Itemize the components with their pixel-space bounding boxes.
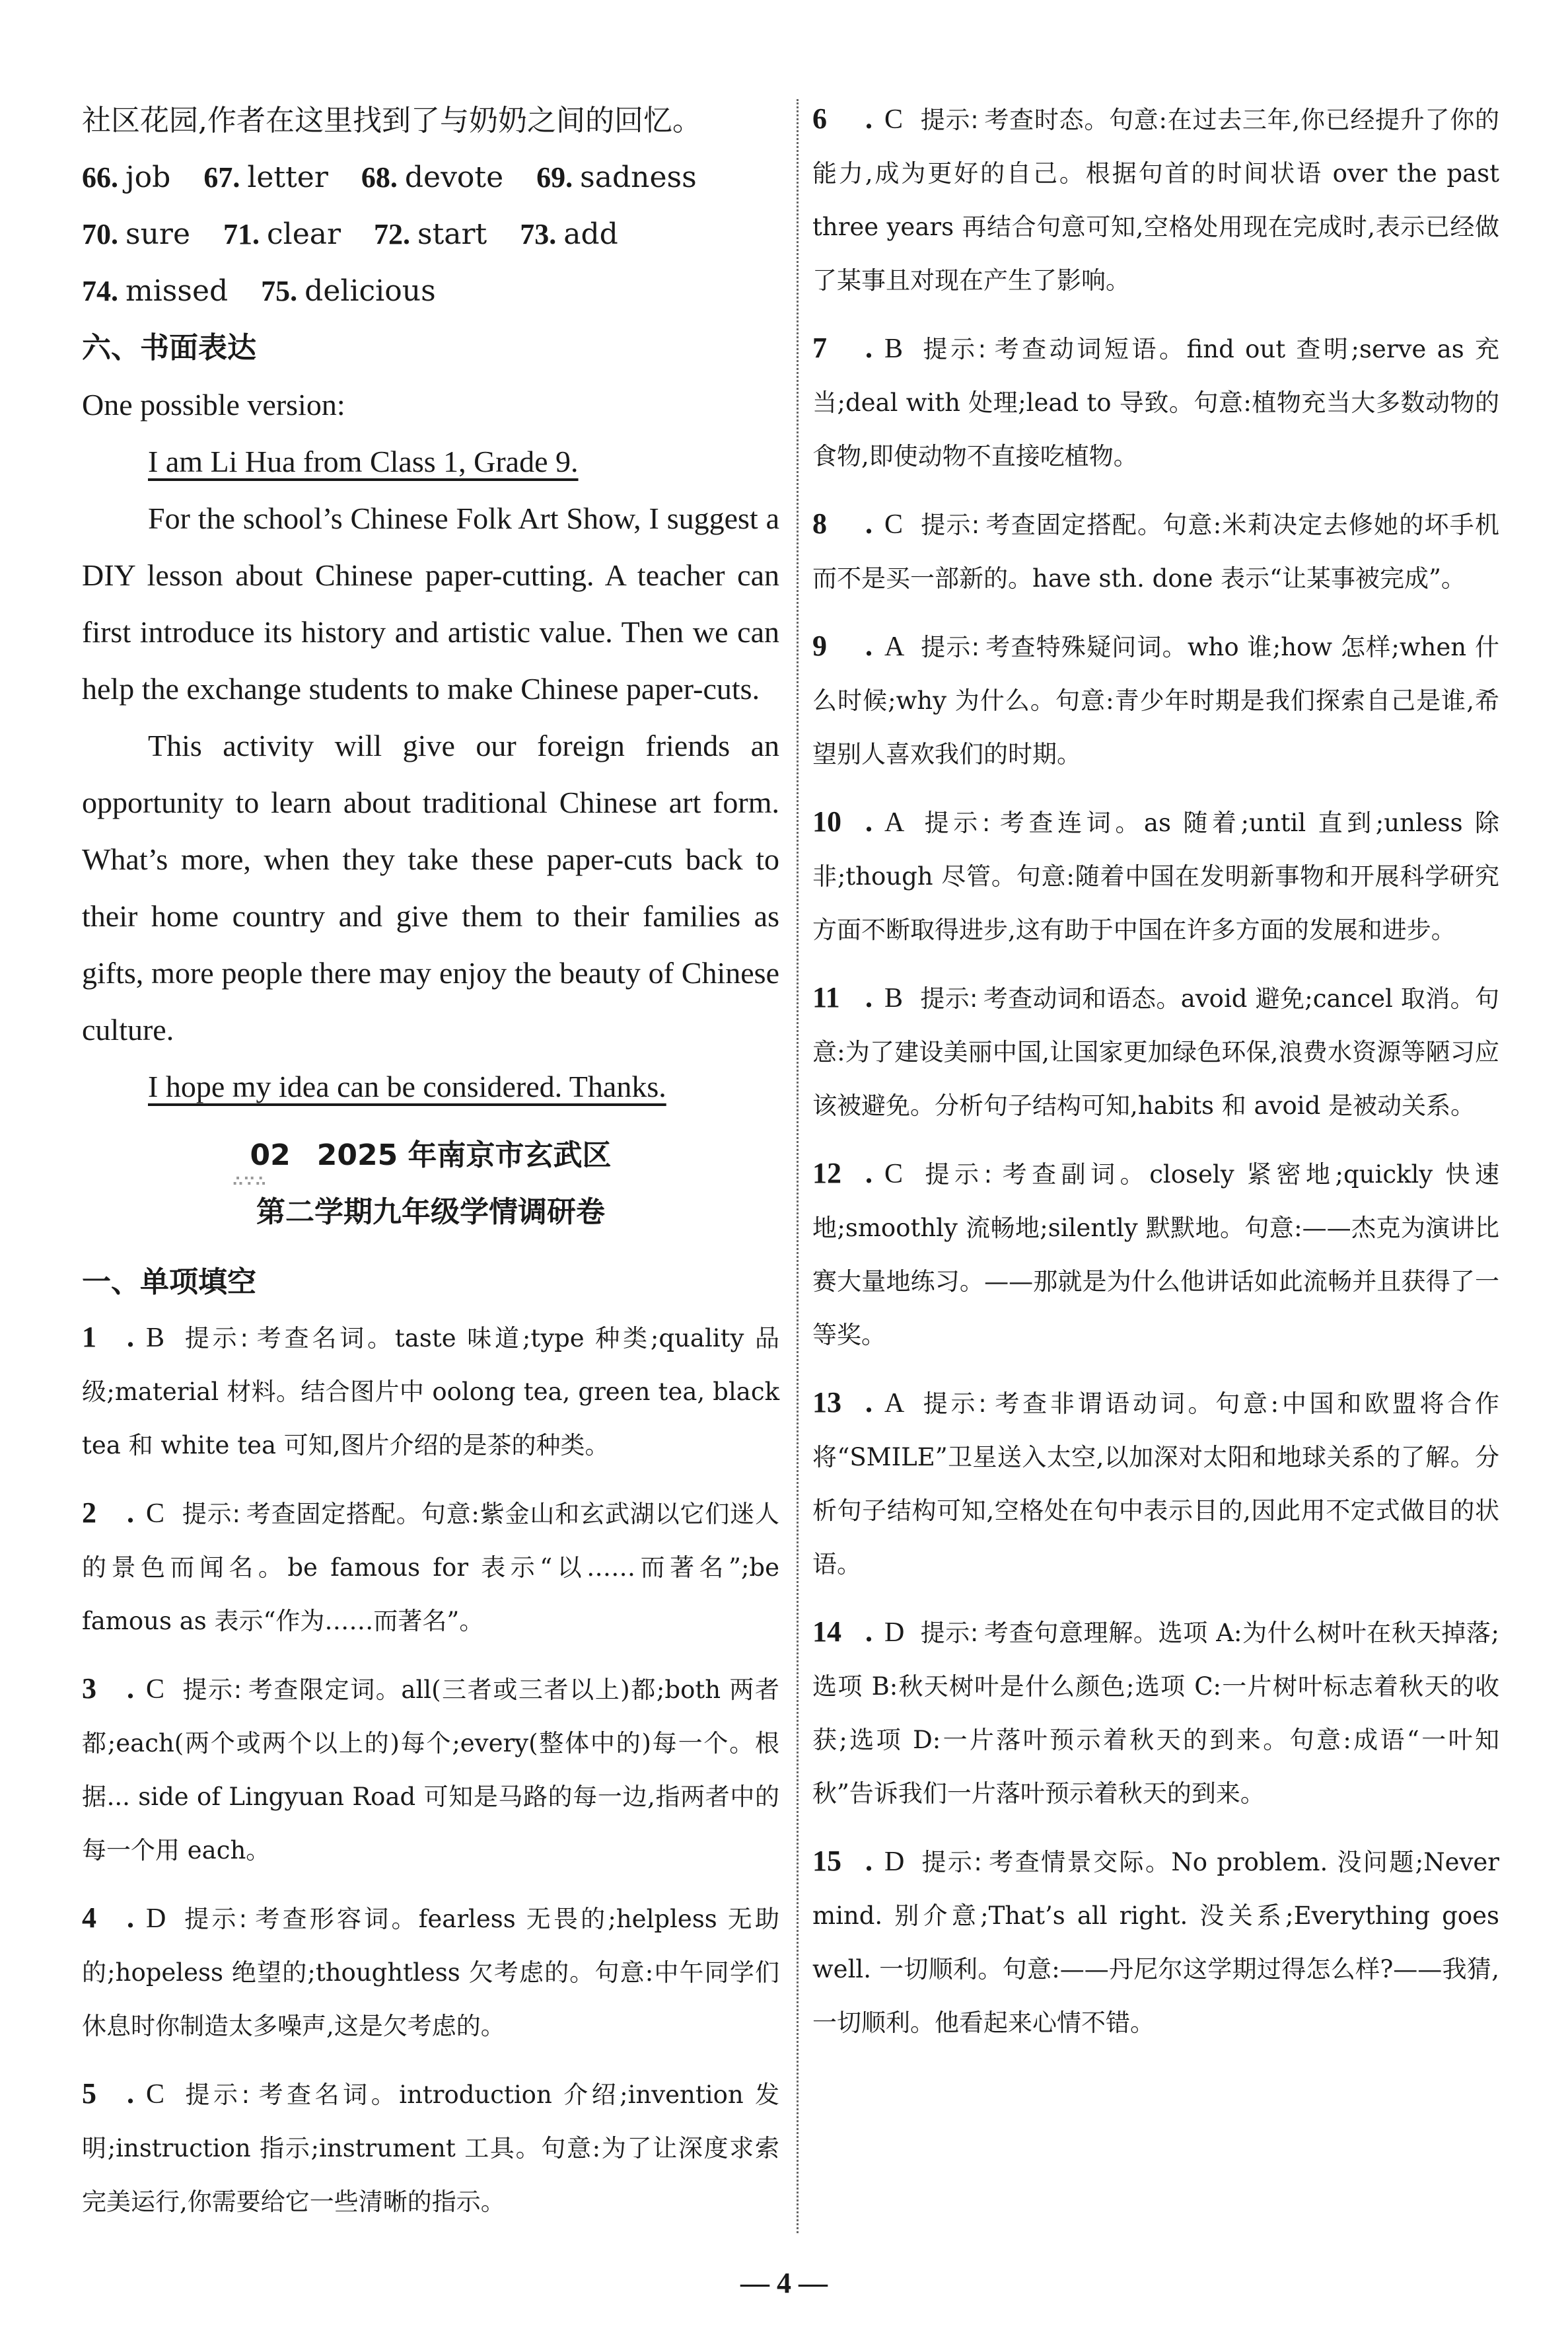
answer-word: letter (247, 161, 328, 194)
answer-word: add (563, 217, 618, 251)
version-label: One possible version: (82, 388, 345, 422)
answer-explanation-item: 14 . D 提示: 考查句意理解。选项 A:为什么树叶在秋天掉落;选项 B:秋天树叶是什么颜色;选项 C:一片树叶标志着秋天的收获;选项 D:一片落叶预示着秋天的到来。句意:成语“一叶知秋”告诉我们一片落叶预示着秋天的到来。 (812, 1605, 1499, 1820)
question-number: 15 (812, 1845, 841, 1877)
answer-explanation-item: 12 . C 提示: 考查副词。closely 紧密地;quickly 快速地;smoothly 流畅地;silently 默默地。句意:——杰克为演讲比赛大量地练习。——那就是为什么他讲话如此流畅并且获得了一等奖。 (812, 1147, 1499, 1362)
answer-letter: C (884, 1159, 904, 1189)
answer-letter: C (884, 104, 904, 135)
question-number: 9 (812, 630, 827, 662)
hint-label: 提示: (920, 106, 979, 134)
question-number: 14 (812, 1615, 841, 1648)
answer-number: 73 (520, 218, 550, 250)
answer-letter: D (146, 1903, 166, 1934)
answer-letter: A (884, 632, 905, 662)
answer-explanation-item: 8 . C 提示: 考查固定搭配。句意:米莉决定去修她的坏手机而不是买一部新的。have sth. done 表示“让某事被完成”。 (812, 498, 1499, 605)
answer-number: 67 (203, 161, 233, 194)
question-number: 13 (812, 1386, 841, 1419)
answer-letter: A (884, 807, 905, 838)
answer-number: 68 (361, 161, 390, 194)
answer-explanation-item: 4 . D 提示: 考查形容词。fearless 无畏的;helpless 无助的;hopeless 绝望的;thoughtless 欠考虑的。句意:中午同学们休息时你制造太多噪声,这是欠考虑的。 (82, 1892, 779, 2053)
page-number: — 4 — (740, 2267, 828, 2299)
answer-number: 71 (223, 218, 252, 250)
paper-title-line2: 第二学期九年级学情调研卷 (256, 1195, 605, 1229)
explanation-text: 考查名词。introduction 介绍;invention 发明;instruction 指示;instrument 工具。句意:为了让深度求索完美运行,你需要给它一些清晰的指示。 (82, 2081, 779, 2216)
question-number: 12 (812, 1157, 841, 1189)
answer-letter: D (884, 1617, 905, 1648)
mc-section-title: 一、单项填空 (82, 1265, 256, 1299)
hint-label: 提示: (182, 2081, 250, 2109)
explanation-text: 考查固定搭配。句意:米莉决定去修她的坏手机而不是买一部新的。have sth. done 表示“让某事被完成”。 (812, 511, 1500, 593)
answer-row: 66. job 67. letter 68. devote 69. sadness (82, 161, 697, 194)
explanation-text: 考查动词短语。find out 查明;serve as 充当;deal with 处理;lead to 导致。句意:植物充当大多数动物的食物,即使动物不直接吃植物。 (812, 335, 1499, 470)
question-number: 4 (82, 1901, 96, 1934)
question-number: 11 (812, 981, 840, 1014)
hint-label: 提示: (182, 1324, 248, 1352)
hint-label: 提示: (920, 1389, 987, 1418)
explanation-text: 考查形容词。fearless 无畏的;helpless 无助的;hopeless 绝望的;thoughtless 欠考虑的。句意:中午同学们休息时你制造太多噪声,这是欠考虑的。 (82, 1905, 780, 2040)
answer-number: 69 (536, 161, 566, 194)
answer-number: 70 (82, 218, 111, 250)
question-number: 7 (812, 332, 827, 364)
explanation-text: 考查连词。as 随着;until 直到;unless 除非;though 尽管。句意:随着中国在发明新事物和开展科学研究方面不断取得进步,这有助于中国在许多方面的发展和进步。 (812, 809, 1500, 944)
answer-word: delicious (304, 274, 436, 308)
answer-word: start (417, 217, 487, 251)
answer-letter: B (146, 1323, 165, 1353)
answer-word: devote (404, 161, 504, 194)
question-list (812, 92, 1499, 2049)
hint-label: 提示: (182, 1676, 242, 1704)
answer-explanation-item: 10 . A 提示: 考查连词。as 随着;until 直到;unless 除非;though 尽管。句意:随着中国在发明新事物和开展科学研究方面不断取得进步,这有助于中国在许多方面的发展和进步。 (812, 795, 1499, 957)
answer-word: job (125, 161, 171, 194)
explanation-text: 考查时态。句意:在过去三年,你已经提升了你的能力,成为更好的自己。根据句首的时间状语 over the past three years 再结合句意可知,空格处用现在完成时,表示已经做了某事且对现在产生了影响。 (812, 106, 1499, 295)
answer-explanation-item: 3 . C 提示: 考查限定词。all(三者或三者以上)都;both 两者都;each(两个或两个以上的)每个;every(整体中的)每一个。根据... side of Lingyuan Road 可知是马路的每一边,指两者中的每一个用 each。 (82, 1662, 779, 1877)
essay-paragraph: For the school’s Chinese Folk Art Show, I suggest a DIY lesson about Chinese paper-cutting. A teacher can first introduce its history and artistic value. Then we can help the exchange students to make Chinese paper-cuts. (82, 501, 779, 706)
answer-letter: A (884, 1388, 905, 1419)
answer-explanation-item: 11 . B 提示: 考查动词和语态。avoid 避免;cancel 取消。句意:为了建设美丽中国,让国家更加绿色环保,浪费水资源等陋习应该被避免。分析句子结构可知,habits 和 avoid 是被动关系。 (812, 971, 1499, 1132)
explanation-text: 考查情景交际。No problem. 没问题;Never mind. 别介意;That’s all right. 没关系;Everything goes well. 一切顺利。句意:——丹尼尔这学期过得怎么样?——我猜,一切顺利。他看起来心情不错。 (812, 1848, 1499, 2037)
explanation-text: 考查副词。closely 紧密地;quickly 快速地;smoothly 流畅地;silently 默默地。句意:——杰克为演讲比赛大量地练习。——那就是为什么他讲话如此流畅并且获得了一等奖。 (812, 1160, 1500, 1349)
answer-letter: D (884, 1847, 905, 1877)
answer-letter: C (146, 1498, 165, 1529)
answer-number: 75 (261, 275, 291, 307)
answer-number: 66 (82, 161, 111, 194)
answer-word: missed (125, 274, 229, 308)
paper-number-badge (232, 1127, 291, 1190)
hint-label: 提示: (920, 633, 980, 661)
answer-word: clear (267, 217, 341, 251)
answer-explanation-item: 13 . A 提示: 考查非谓语动词。句意:中国和欧盟将合作将“SMILE”卫星送入太空,以加深对太阳和地球关系的了解。分析句子结构可知,空格处在句中表示目的,因此用不定式做目的状语。 (812, 1376, 1499, 1591)
essay-paragraph: This activity will give our foreign friends an opportunity to learn about traditional Chinese art form. What’s more, when they take these paper-cuts back to their home country and give them to their families as gifts, more people there may enjoy the beauty of Chinese culture. (82, 729, 779, 1047)
answer-letter: C (146, 2079, 165, 2110)
answer-letter: C (884, 509, 904, 540)
essay-closing: I hope my idea can be considered. Thanks. (148, 1070, 666, 1103)
question-number: 8 (812, 507, 827, 540)
hint-label: 提示: (920, 1619, 979, 1647)
question-list (82, 1311, 779, 2229)
explanation-text: 考查固定搭配。句意:紫金山和玄武湖以它们迷人的景色而闻名。be famous for 表示“以……而著名”;be famous as 表示“作为……而著名”。 (82, 1500, 779, 1635)
question-number: 3 (82, 1672, 96, 1705)
left-column (82, 92, 779, 2243)
hint-label: 提示: (920, 511, 980, 539)
question-number: 2 (82, 1496, 96, 1529)
hint-label: 提示: (182, 1905, 248, 1933)
explanation-text: 考查动词和语态。avoid 避免;cancel 取消。句意:为了建设美丽中国,让国家更加绿色环保,浪费水资源等陋习应该被避免。分析句子结构可知,habits 和 avoid 是被动关系。 (812, 984, 1499, 1120)
question-number: 10 (812, 805, 841, 838)
model-essay (82, 377, 779, 1115)
hint-label: 提示: (182, 1500, 240, 1528)
answer-explanation-item: 9 . A 提示: 考查特殊疑问词。who 谁;how 怎样;when 什么时候;why 为什么。句意:青少年时期是我们探索自己是谁,希望别人喜欢我们的时期。 (812, 620, 1499, 781)
hint-label: 提示: (920, 335, 987, 363)
question-number: 5 (82, 2077, 96, 2110)
question-number: 6 (812, 102, 827, 135)
answer-word: sure (125, 217, 190, 251)
hint-label: 提示: (920, 1160, 993, 1189)
column-divider (797, 99, 799, 2233)
answer-row: 74. missed 75. delicious (82, 274, 436, 308)
answer-number: 74 (82, 275, 111, 307)
answer-number: 72 (374, 218, 404, 250)
essay-opening: I am Li Hua from Class 1, Grade 9. (148, 445, 579, 478)
answer-word: sadness (580, 161, 697, 194)
answer-letter: B (884, 334, 904, 364)
hint-label: 提示: (920, 809, 991, 837)
explanation-text: 考查非谓语动词。句意:中国和欧盟将合作将“SMILE”卫星送入太空,以加深对太阳和地球关系的了解。分析句子结构可知,空格处在句中表示目的,因此用不定式做目的状语。 (812, 1389, 1499, 1578)
answer-row: 70. sure 71. clear 72. start 73. add (82, 217, 618, 251)
explanation-text: 考查特殊疑问词。who 谁;how 怎样;when 什么时候;why 为什么。句意:青少年时期是我们探索自己是谁,希望别人喜欢我们的时期。 (812, 633, 1499, 768)
explanation-text: 考查限定词。all(三者或三者以上)都;both 两者都;each(两个或两个以上的)每个;every(整体中的)每一个。根据... side of Lingyuan Road 可知是马路的每一边,指两者中的每一个用 each。 (82, 1676, 779, 1864)
right-column (812, 92, 1499, 2064)
answer-explanation-item: 6 . C 提示: 考查时态。句意:在过去三年,你已经提升了你的能力,成为更好的自己。根据句首的时间状语 over the past three years 再结合句意可知,空格处用现在完成时,表示已经做了某事且对现在产生了影响。 (812, 92, 1499, 307)
answer-explanation-item: 7 . B 提示: 考查动词短语。find out 查明;serve as 充当;deal with 处理;lead to 导致。句意:植物充当大多数动物的食物,即使动物不直接吃植物。 (812, 322, 1499, 483)
paper-title-line1: 2025 年南京市玄武区 (316, 1138, 612, 1172)
explanation-text: 考查句意理解。选项 A:为什么树叶在秋天掉落;选项 B:秋天树叶是什么颜色;选项 C:一片树叶标志着秋天的收获;选项 D:一片落叶预示着秋天的到来。句意:成语“一叶知秋”告诉我们一片落叶预示着秋天的到来。 (812, 1619, 1499, 1808)
answer-explanation-item: 1 . B 提示: 考查名词。taste 味道;type 种类;quality 品级;material 材料。结合图片中 oolong tea, green tea, black tea 和 white tea 可知,图片介绍的是茶的种类。 (82, 1311, 779, 1472)
answer-explanation-item: 15 . D 提示: 考查情景交际。No problem. 没问题;Never mind. 别介意;That’s all right. 没关系;Everything goes well. 一切顺利。句意:——丹尼尔这学期过得怎么样?——我猜,一切顺利。他看起来心情不错。 (812, 1835, 1499, 2049)
paper-number: 02 (250, 1138, 291, 1172)
explanation-text: 考查名词。taste 味道;type 种类;quality 品级;material 材料。结合图片中 oolong tea, green tea, black tea 和 white tea 可知,图片介绍的是茶的种类。 (82, 1324, 779, 1459)
decorative-dots-icon: ∴∵∴ (232, 1173, 267, 1190)
question-number: 1 (82, 1321, 96, 1353)
writing-section-title: 六、书面表达 (82, 331, 256, 365)
hint-label: 提示: (920, 1848, 982, 1876)
answer-letter: C (146, 1674, 165, 1705)
paper-heading (82, 1127, 779, 1241)
answer-letter: B (884, 983, 904, 1014)
answer-explanation-item: 2 . C 提示: 考查固定搭配。句意:紫金山和玄武湖以它们迷人的景色而闻名。be famous for 表示“以……而著名”;be famous as 表示“作为……而著名”。 (82, 1487, 779, 1648)
answer-explanation-item: 5 . C 提示: 考查名词。introduction 介绍;invention 发明;instruction 指示;instrument 工具。句意:为了让深度求索完美运行,你需要给它一些清晰的指示。 (82, 2067, 779, 2229)
intro-line: 社区花园,作者在这里找到了与奶奶之间的回忆。 (82, 104, 701, 137)
hint-label: 提示: (920, 984, 978, 1013)
